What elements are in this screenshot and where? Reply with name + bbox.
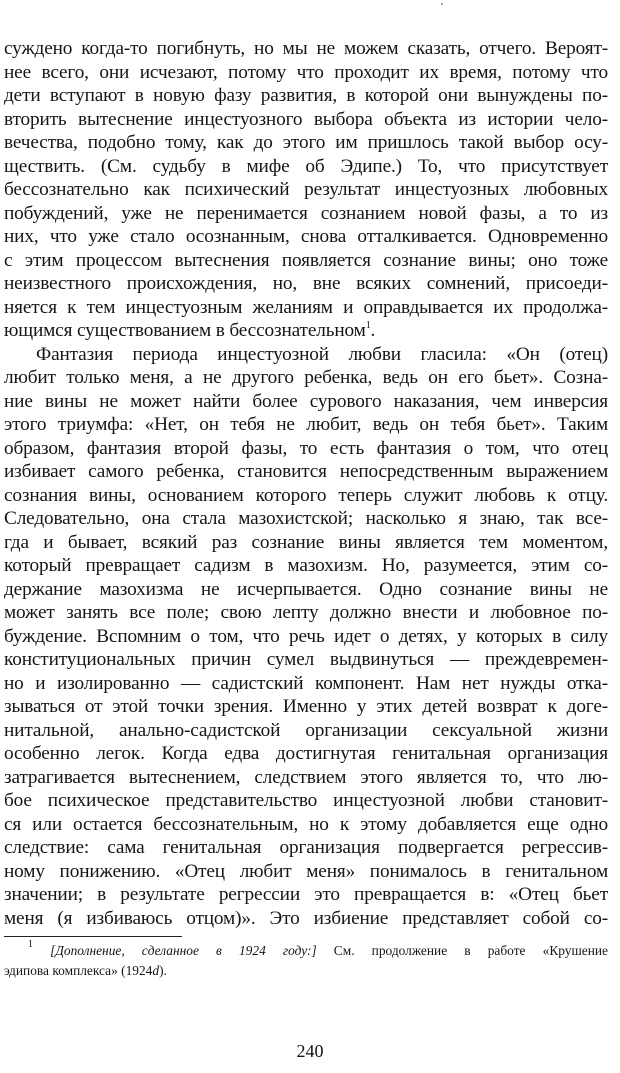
text-line: вторить вытеснение инцестуозного выбора объекта из истории чело- (4, 108, 608, 130)
text-line: нее всего, они исчезают, потому что проходит их время, потому что (4, 61, 608, 83)
text-line: сознания вины, основанием которого теперь служит любовь к отцу. (4, 484, 608, 506)
text-line: бессознательно как психический результат инцестуозных любовных (4, 179, 608, 200)
text-line: неизвестного происхождения, но, вне всяких сомнений, присоеди- (4, 273, 608, 294)
text-line: них, что уже стало осознанным, снова отталкивается. Одновременно (4, 226, 608, 247)
footnote-text: См. продолжение в работе «Крушение (316, 943, 608, 958)
footnote-divider (4, 936, 182, 937)
text-line: меня (я избиваюсь отцом)». Это избиение представляет собой со- (4, 907, 608, 929)
text-line: буждение. Вспомним о том, что речь идет о детях, у которых в силу (4, 625, 608, 647)
text-line-content: ющимся существованием в бессознательном (4, 320, 366, 341)
footnote-text-2b: ). (159, 963, 167, 978)
text-line: Следовательно, она стала мазохистской; насколько я знаю, так все- (4, 508, 608, 529)
text-line: зываться от этой точки зрения. Именно у этих детей возврат к доге- (4, 696, 608, 717)
footnote-reference[interactable]: 1 (365, 320, 371, 331)
text-line: образом, фантазия второй фазы, то есть фантазия о том, что отец (4, 437, 608, 459)
text-line: побуждений, уже не перенимается сознанием новой фазы, а то из (4, 202, 608, 224)
footnote-text-2-italic: d (152, 963, 160, 978)
text-line: ществить. (См. судьбу в мифе об Эдипе.) То, что присутствует (4, 155, 608, 177)
text-line: избивает самого ребенка, становится непосредственным выражением (4, 461, 608, 482)
text-line: этого триумфа: «Нет, он тебя не любит, ведь он тебя бьет». Таким (4, 414, 608, 435)
text-line: ному понижению. «Отец любит меня» понималось в генитальном (4, 860, 608, 882)
page-number: 240 (296, 1041, 324, 1061)
footnote-line-2 (4, 962, 167, 980)
text-line: гда и бывает, всякий раз сознание вины является тем моментом, (4, 531, 608, 553)
line-end-punctuation: . (370, 320, 376, 341)
text-line: может занять все поле; свою лепту должно внести и любовное по- (4, 602, 608, 623)
text-line: следствие: сама генитальная организация подвергается регрессив- (4, 837, 608, 858)
text-line: бое психическое представительство инцестуозной любви становит- (4, 790, 608, 811)
text-line: держание мазохизма не исчерпывается. Одно сознание вины не (4, 578, 608, 600)
text-line: с этим процессом вытеснения появляется сознание вины; оно тоже (4, 249, 608, 271)
text-line: дети вступают в новую фазу развития, в которой они вынуждены по- (4, 85, 608, 106)
text-line: затрагивается вытеснением, следствием этого является то, что лю- (4, 766, 608, 788)
text-line: который превращает садизм в мазохизм. Но, разумеется, этим со- (4, 555, 608, 576)
text-line: любит только меня, а не другого ребенка, ведь он его бьет». Созна- (4, 367, 608, 388)
text-line: ся или остается бессознательным, но к этому добавляется еще одно (4, 813, 608, 835)
footnote-italic: [Дополнение, сделанное в 1924 году:] (50, 943, 317, 958)
text-line: конституциональных причин сумел выдвинуться — преждевремен- (4, 649, 608, 670)
text-line: но и изолированно — садистский компонент. Нам нет нужды отка- (4, 672, 608, 694)
scan-speck (441, 3, 443, 5)
footnote-text-2a: эдипова комплекса» (1924 (4, 963, 153, 978)
text-line: значении; в результате регрессии это превращается в: «Отец бьет (4, 884, 608, 905)
footnote-line-1 (28, 939, 608, 960)
footnote-marker: 1 (28, 939, 33, 950)
text-line: нитальной, анально-садистской организации сексуальной жизни (4, 719, 608, 741)
text-line: особенно легок. Когда едва достигнутая генитальная организация (4, 743, 608, 764)
text-line: ние вины не может найти более сурового наказания, чем инверсия (4, 390, 608, 412)
text-line: няется к тем инцестуозным желаниям и оправдывается их продолжа- (4, 296, 608, 318)
text-line: вечества, подобно тому, как до этого им пришлось такой выбор осу- (4, 132, 608, 153)
paragraph-first-line: Фантазия периода инцестуозной любви гласила: «Он (отец) (36, 343, 608, 365)
text-line: суждено когда-то погибнуть, но мы не можем сказать, отчего. Вероят- (4, 38, 608, 59)
text-line-paragraph-end (4, 319, 608, 343)
